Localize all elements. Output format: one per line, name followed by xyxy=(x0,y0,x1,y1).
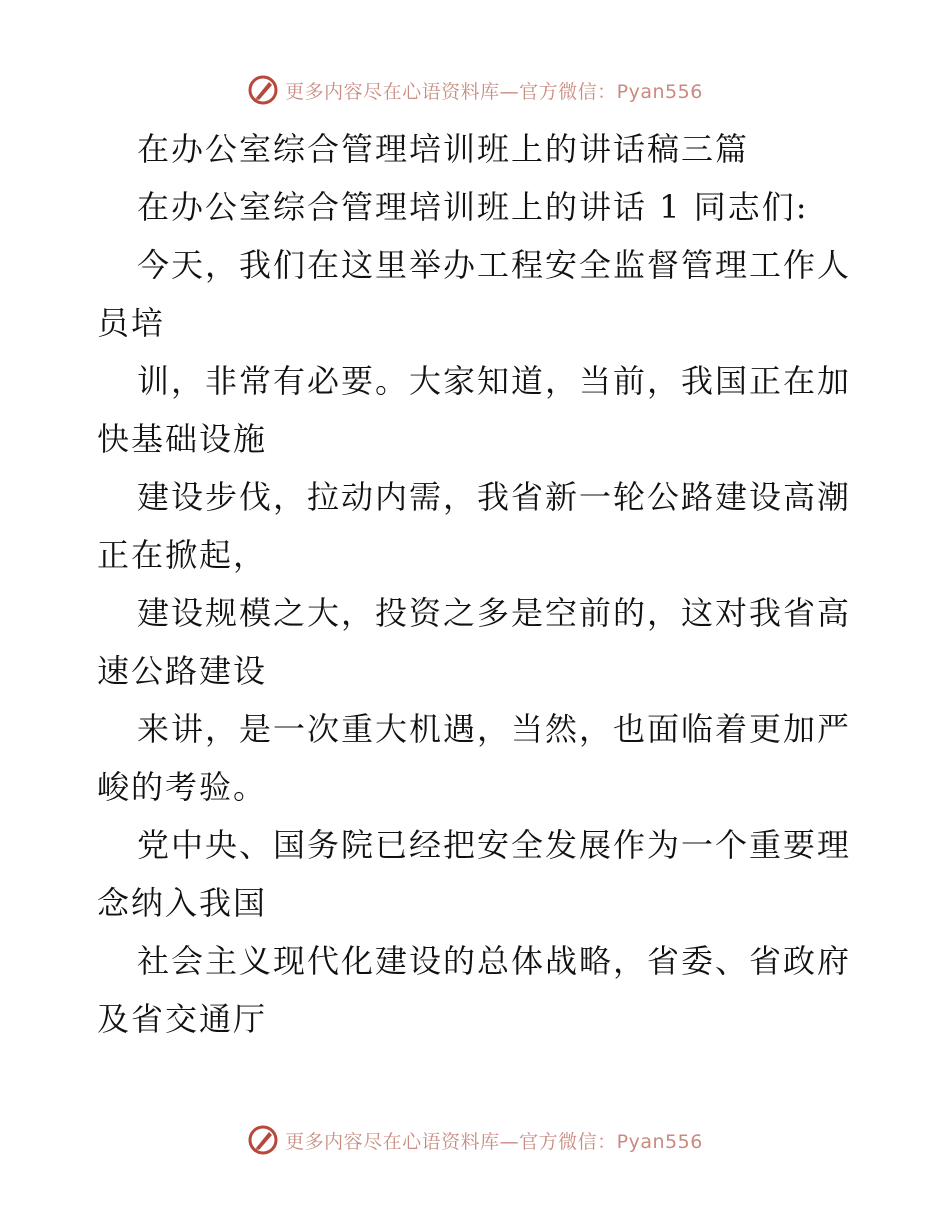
watermark-text: 更多内容尽在心语资料库—官方微信：Pyan556 xyxy=(285,1130,703,1153)
doc-line: 建设规模之大，投资之多是空前的，这对我省高 xyxy=(137,594,852,632)
doc-line: 社会主义现代化建设的总体战略，省委、省政府 xyxy=(137,942,852,980)
doc-line: 今天，我们在这里举办工程安全监督管理工作人 xyxy=(137,246,852,284)
doc-line: 来讲，是一次重大机遇，当然，也面临着更加严 xyxy=(137,710,852,748)
header-watermark xyxy=(0,70,950,110)
doc-line: 快基础设施 xyxy=(97,420,268,458)
footer-watermark xyxy=(0,1120,950,1160)
doc-line: 正在掀起， xyxy=(97,536,268,574)
doc-line: 员培 xyxy=(97,304,166,342)
document-body xyxy=(97,120,857,1048)
doc-line: 建设步伐，拉动内需，我省新一轮公路建设高潮 xyxy=(137,478,852,516)
quill-pen-logo-icon xyxy=(247,1124,279,1156)
doc-line: 在办公室综合管理培训班上的讲话 1 同志们: xyxy=(137,188,809,226)
doc-line: 训，非常有必要。大家知道，当前，我国正在加 xyxy=(137,362,852,400)
doc-line: 及省交通厅 xyxy=(97,1000,268,1038)
doc-line: 念纳入我国 xyxy=(97,884,268,922)
doc-title: 在办公室综合管理培训班上的讲话稿三篇 xyxy=(137,130,750,168)
quill-pen-logo-icon xyxy=(247,74,279,106)
doc-line: 峻的考验。 xyxy=(97,768,268,806)
watermark-text: 更多内容尽在心语资料库—官方微信：Pyan556 xyxy=(285,80,703,103)
doc-line: 速公路建设 xyxy=(97,652,268,690)
doc-line: 党中央、国务院已经把安全发展作为一个重要理 xyxy=(137,826,852,864)
